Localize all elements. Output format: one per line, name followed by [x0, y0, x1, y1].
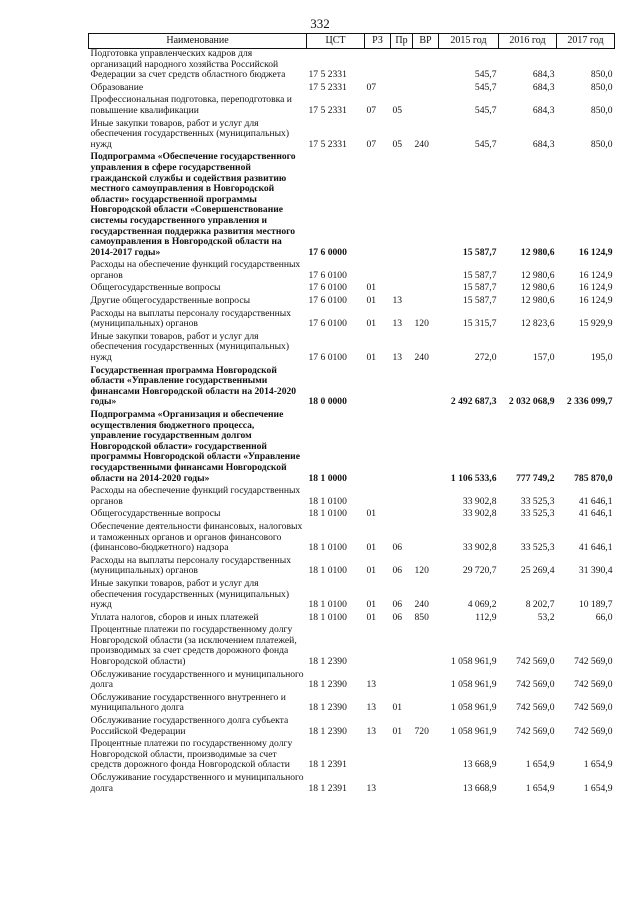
cell-vr: [413, 283, 439, 296]
cell-name: Иные закупки товаров, работ и услуг для обеспечения государственных (муниципальных) нужд: [90, 578, 290, 611]
cell-cst: 18 1 2390: [308, 656, 347, 668]
cell-pr: 01: [392, 725, 403, 737]
cell-pr: [391, 83, 413, 96]
cell-cst: 17 5 2331: [308, 82, 347, 93]
cell-y2015: 1 058 961,9: [450, 702, 497, 714]
cell-y2016: 742 569,0: [516, 679, 555, 691]
cell-cst: 18 1 0100: [308, 565, 347, 577]
cell-rz: 01: [366, 318, 377, 330]
cell-y2015: 545,7: [474, 104, 497, 116]
cell-y2015: 545,7: [474, 82, 497, 93]
table-row: [89, 49, 615, 83]
cell-rz: 01: [366, 352, 377, 364]
cell-y2016: 157,0: [532, 352, 555, 364]
cell-y2017: 742 569,0: [574, 656, 613, 668]
header-vr: ВР: [413, 34, 439, 49]
cell-pr: [391, 283, 413, 296]
cell-rz: 13: [366, 782, 377, 794]
cell-y2016: 684,3: [532, 82, 555, 93]
header-pr: Пр: [391, 34, 413, 49]
cell-y2017: 66,0: [595, 612, 613, 623]
cell-name: Образование: [90, 82, 144, 93]
cell-rz: 01: [366, 542, 377, 554]
cell-name: Другие общегосударственные вопросы: [90, 296, 251, 307]
cell-y2015: 33 902,8: [462, 495, 497, 507]
cell-vr: [413, 95, 439, 118]
cell-y2015: 1 058 961,9: [450, 725, 497, 737]
cell-y2015: 15 587,7: [462, 269, 497, 281]
cell-rz: 13: [366, 702, 377, 714]
table-row: [89, 332, 615, 366]
cell-cst: 18 0 0000: [308, 396, 347, 408]
cell-name: Общегосударственные вопросы: [90, 509, 221, 520]
cell-name: Государственная программа Новгородской области «Управление государственными финансами Новгородской области на 2014-2020 годы»: [90, 365, 297, 408]
cell-y2015: 33 902,8: [462, 509, 497, 520]
cell-y2017: 785 870,0: [574, 472, 613, 484]
cell-y2015: 15 587,7: [462, 283, 497, 294]
cell-y2017: 15 929,9: [578, 318, 613, 330]
cell-vr: 240: [414, 138, 429, 150]
cell-rz: 13: [366, 679, 377, 691]
cell-y2016: 12 980,6: [520, 246, 555, 258]
header-2015: 2015 год: [439, 34, 499, 49]
cell-y2015: 1 106 533,6: [450, 472, 497, 484]
cell-vr: 850: [414, 612, 429, 623]
table-row: [89, 486, 615, 509]
cell-rz: [365, 260, 391, 283]
cell-cst: 18 1 2390: [308, 679, 347, 691]
cell-name: Процентные платежи по государственному долгу Новгородской области, производимые за счет средств дорожного фонда Новгородской области: [90, 739, 293, 771]
cell-name: Расходы на выплаты персоналу государственных (муниципальных) органов: [90, 555, 292, 577]
cell-cst: 17 6 0100: [308, 318, 347, 330]
cell-vr: [413, 152, 439, 260]
cell-pr: [391, 152, 413, 260]
cell-pr: 13: [392, 296, 403, 307]
cell-y2015: 13 668,9: [462, 782, 497, 794]
table-row: [89, 309, 615, 332]
cell-pr: 01: [392, 702, 403, 714]
cell-y2016: 1 654,9: [525, 782, 555, 794]
cell-pr: [391, 49, 413, 83]
cell-name: Иные закупки товаров, работ и услуг для обеспечения государственных (муниципальных) нужд: [90, 118, 290, 150]
cell-y2017: 16 124,9: [578, 246, 613, 258]
cell-vr: [413, 49, 439, 83]
cell-y2017: 742 569,0: [574, 702, 613, 714]
cell-rz: 07: [366, 138, 377, 150]
cell-y2017: 1 654,9: [583, 759, 613, 771]
cell-y2016: 742 569,0: [516, 656, 555, 668]
cell-y2017: 16 124,9: [578, 269, 613, 281]
cell-y2017: 16 124,9: [578, 283, 613, 294]
cell-y2017: 742 569,0: [574, 725, 613, 737]
cell-y2015: 1 058 961,9: [450, 656, 497, 668]
cell-y2017: 850,0: [590, 69, 613, 81]
table-row: [89, 152, 615, 260]
cell-y2017: 1 654,9: [583, 782, 613, 794]
cell-y2016: 33 525,3: [520, 542, 555, 554]
table-row: [89, 410, 615, 486]
table-row: [89, 95, 615, 118]
cell-y2016: 12 980,6: [520, 283, 555, 294]
cell-pr: [391, 260, 413, 283]
cell-cst: 17 5 2331: [308, 104, 347, 116]
cell-y2015: 15 587,7: [462, 246, 497, 258]
cell-y2016: 12 980,6: [520, 269, 555, 281]
cell-vr: 240: [414, 599, 429, 611]
cell-vr: [413, 486, 439, 509]
cell-y2016: 12 823,6: [520, 318, 555, 330]
cell-y2017: 742 569,0: [574, 679, 613, 691]
cell-cst: 17 6 0100: [308, 352, 347, 364]
cell-y2017: 41 646,1: [578, 542, 613, 554]
cell-cst: 17 6 0100: [308, 296, 347, 307]
cell-y2017: 2 336 099,7: [566, 396, 613, 408]
cell-rz: [365, 625, 391, 669]
header-name: Наименование: [89, 34, 307, 49]
cell-y2017: 195,0: [590, 352, 613, 364]
cell-rz: 01: [366, 296, 377, 307]
cell-y2015: 545,7: [474, 138, 497, 150]
cell-pr: [391, 625, 413, 669]
cell-pr: 06: [392, 542, 403, 554]
cell-y2017: 850,0: [590, 104, 613, 116]
cell-y2016: 777 749,2: [516, 472, 555, 484]
cell-cst: 18 1 2391: [308, 759, 347, 771]
cell-name: Общегосударственные вопросы: [90, 283, 221, 294]
cell-vr: [413, 296, 439, 309]
cell-rz: 01: [366, 509, 377, 520]
cell-vr: [413, 693, 439, 716]
cell-pr: 06: [392, 599, 403, 611]
cell-pr: [391, 410, 413, 486]
cell-cst: 18 1 0000: [308, 472, 347, 484]
cell-name: Обеспечение деятельности финансовых, налоговых и таможенных органов и органов финансового (финансово-бюджетного) надзора: [90, 521, 303, 554]
cell-y2016: 742 569,0: [516, 725, 555, 737]
cell-y2016: 33 525,3: [520, 495, 555, 507]
cell-rz: 01: [366, 565, 377, 577]
cell-y2016: 2 032 068,9: [508, 396, 555, 408]
cell-y2015: 15 587,7: [462, 296, 497, 307]
cell-y2015: 4 069,2: [467, 599, 497, 611]
cell-name: Расходы на выплаты персоналу государственных (муниципальных) органов: [90, 308, 292, 330]
cell-y2017: 10 189,7: [578, 599, 613, 611]
cell-y2017: 16 124,9: [578, 296, 613, 307]
table-row: [89, 509, 615, 522]
cell-name: Обслуживание государственного внутреннего и муниципального долга: [90, 692, 286, 714]
table-row: [89, 625, 615, 669]
cell-vr: [413, 670, 439, 693]
cell-cst: 18 1 0100: [308, 599, 347, 611]
cell-y2015: 33 902,8: [462, 542, 497, 554]
cell-vr: [413, 773, 439, 796]
cell-vr: [413, 366, 439, 410]
cell-cst: 17 5 2331: [308, 138, 347, 150]
cell-name: Уплата налогов, сборов и иных платежей: [90, 612, 259, 623]
cell-y2017: 41 646,1: [578, 509, 613, 520]
cell-y2016: 25 269,4: [520, 565, 555, 577]
cell-cst: 18 1 2391: [308, 782, 347, 794]
cell-pr: [391, 739, 413, 773]
cell-y2015: 545,7: [474, 69, 497, 81]
cell-vr: [413, 410, 439, 486]
cell-pr: [391, 366, 413, 410]
cell-vr: [413, 739, 439, 773]
cell-vr: 120: [414, 318, 429, 330]
cell-vr: 120: [414, 565, 429, 577]
cell-cst: 17 6 0100: [308, 269, 347, 281]
cell-pr: [391, 509, 413, 522]
cell-cst: 17 6 0000: [308, 246, 347, 258]
cell-vr: [413, 522, 439, 556]
cell-pr: 13: [392, 318, 403, 330]
cell-name: Расходы на обеспечение функций государственных органов: [90, 486, 301, 507]
cell-rz: [365, 739, 391, 773]
cell-cst: 18 1 2390: [308, 702, 347, 714]
cell-y2016: 684,3: [532, 104, 555, 116]
cell-rz: 01: [366, 599, 377, 611]
cell-name: Подпрограмма «Организация и обеспечение осуществления бюджетного процесса, управление государственным долгом Новгородской области» государственной программы Новгородской области «Управление государственными финансами Новгородской области на 2014-2020 годы»: [90, 410, 300, 484]
cell-name: Обслуживание государственного долга субъекта Российской Федерации: [90, 716, 289, 737]
cell-y2016: 33 525,3: [520, 509, 555, 520]
cell-name: Подготовка управленческих кадров для организаций народного хозяйства Российской Федерации за счет средств областного бюджета: [90, 48, 286, 81]
cell-rz: 13: [366, 725, 377, 737]
cell-cst: 18 1 2390: [308, 725, 347, 737]
cell-name: Обслуживание государственного и муниципального долга: [90, 773, 304, 794]
table-row: [89, 296, 615, 309]
cell-vr: 720: [414, 725, 429, 737]
cell-cst: 18 1 0100: [308, 612, 347, 623]
cell-vr: [413, 625, 439, 669]
cell-rz: [365, 152, 391, 260]
cell-pr: 05: [392, 104, 403, 116]
table-row: [89, 670, 615, 693]
cell-name: Иные закупки товаров, работ и услуг для обеспечения государственных (муниципальных) нужд: [90, 331, 290, 364]
cell-name: Профессиональная подготовка, переподготовка и повышение квалификации: [90, 95, 292, 116]
table-row: [89, 579, 615, 613]
header-2016: 2016 год: [499, 34, 557, 49]
cell-rz: 07: [366, 82, 377, 93]
cell-rz: [365, 366, 391, 410]
cell-y2017: 850,0: [590, 82, 613, 93]
cell-y2017: 850,0: [590, 138, 613, 150]
cell-vr: [413, 83, 439, 96]
cell-vr: [413, 260, 439, 283]
table-row: [89, 83, 615, 96]
table-header-row: [89, 34, 615, 49]
cell-y2016: 53,2: [537, 612, 555, 623]
cell-y2015: 272,0: [474, 352, 497, 364]
cell-vr: 240: [414, 352, 429, 364]
cell-y2016: 684,3: [532, 69, 555, 81]
cell-cst: 17 6 0100: [308, 283, 347, 294]
table-row: [89, 693, 615, 716]
cell-rz: [365, 486, 391, 509]
cell-y2017: 31 390,4: [578, 565, 613, 577]
cell-pr: [391, 670, 413, 693]
cell-name: Процентные платежи по государственному долгу Новгородской области (за исключением платежей, производимых за счет средств дорожного фонда Новгородской области): [90, 625, 297, 668]
table-row: [89, 366, 615, 410]
cell-y2015: 112,9: [475, 612, 497, 623]
cell-cst: 18 1 0100: [308, 542, 347, 554]
cell-name: Обслуживание государственного и муниципального долга: [90, 669, 304, 691]
cell-pr: 06: [392, 565, 403, 577]
cell-y2015: 1 058 961,9: [450, 679, 497, 691]
table-row: [89, 522, 615, 556]
cell-rz: [365, 410, 391, 486]
cell-vr: [413, 509, 439, 522]
cell-pr: 05: [392, 138, 403, 150]
header-2017: 2017 год: [557, 34, 615, 49]
table-row: [89, 119, 615, 153]
cell-y2016: 8 202,7: [525, 599, 555, 611]
cell-rz: 07: [366, 104, 377, 116]
table-row: [89, 613, 615, 626]
header-cst: ЦСТ: [307, 34, 365, 49]
cell-rz: [365, 49, 391, 83]
cell-pr: [391, 486, 413, 509]
cell-y2016: 684,3: [532, 138, 555, 150]
cell-name: Расходы на обеспечение функций государственных органов: [90, 260, 301, 281]
cell-pr: 06: [392, 612, 403, 623]
page-number: 332: [310, 16, 330, 31]
cell-rz: 01: [366, 283, 377, 294]
cell-cst: 18 1 0100: [308, 495, 347, 507]
cell-y2015: 15 315,7: [462, 318, 497, 330]
cell-y2015: 2 492 687,3: [450, 396, 497, 408]
table-row: [89, 260, 615, 283]
cell-pr: 13: [392, 352, 403, 364]
cell-cst: 18 1 0100: [308, 509, 347, 520]
cell-rz: 01: [366, 612, 377, 623]
table-row: [89, 283, 615, 296]
cell-y2015: 13 668,9: [462, 759, 497, 771]
cell-y2015: 29 720,7: [462, 565, 497, 577]
cell-y2017: 41 646,1: [578, 495, 613, 507]
table-row: [89, 739, 615, 773]
cell-pr: [391, 773, 413, 796]
header-rz: РЗ: [365, 34, 391, 49]
table-row: [89, 556, 615, 579]
cell-name: Подпрограмма «Обеспечение государственного управления в сфере государственной гражданской службы и содействия развитию местного самоуправления в Новгородской области» государственной программы Новгородской области «Совершенствование системы государственного управления и государственная поддержка развития местного самоуправления в Новгородской области на 2014-2017 годы»: [90, 152, 296, 258]
cell-cst: 17 5 2331: [308, 69, 347, 81]
budget-table: [88, 33, 615, 796]
table-row: [89, 716, 615, 739]
cell-y2016: 12 980,6: [520, 296, 555, 307]
table-row: [89, 773, 615, 796]
cell-y2016: 742 569,0: [516, 702, 555, 714]
cell-y2016: 1 654,9: [525, 759, 555, 771]
